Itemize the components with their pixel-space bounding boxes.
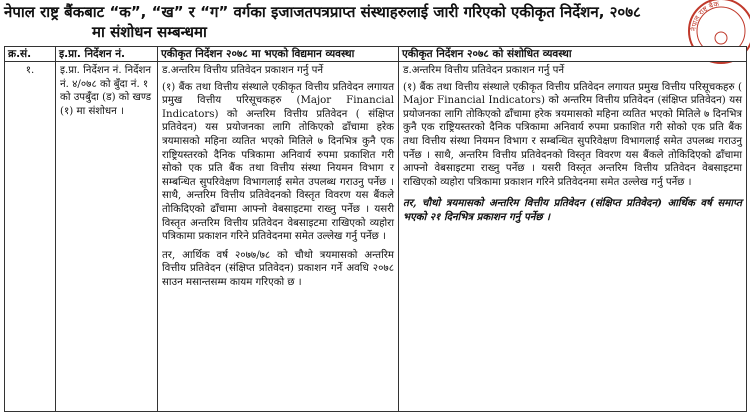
seal-text: नेपाल राष्ट्र बैंक (689, 0, 720, 32)
cell-sn: १. (5, 62, 56, 412)
col-header-revised: एकीकृत निर्देशन २०७८ को संशोधित व्यवस्था (399, 47, 747, 62)
col-header-existing: एकीकृत निर्देशन २०७८ मा भएको विद्यमान व्यवस्था (158, 47, 399, 62)
document-title-line2: मा संशोधन सम्बन्धमा (92, 23, 207, 41)
existing-paragraph-1: (१) बैंक तथा वित्तीय संस्थाले एकीकृत वित्तीय प्रतिवेदन लगायत प्रमुख वित्तीय परिसूचकहरु (Major Financial Indicators) को अन्तरिम वित्तीय प्रतिवेदन ( संक्षिप्त प्रतिवेदन) यस प्रयोजनका लागि तोकिएको ढाँचामा हरेक त्रयमासको महिना व्यतित भएको मितिले ७ दिनभित्र कुनै एक राष्ट्रियस्तरको दैनिक पत्रिकामा अनिवार्य रुपमा प्रकाशित गरी सोको एक प्रति बैंक तथा वित्तीय संस्था नियमन विभाग र सम्बन्धित सुपरिवेक्षण विभागलाई समेत उपलब्ध गराउनु पर्नेछ । साथै, अन्तरिम वित्तीय प्रतिवेदनको विस्तृत विवरण यस बैंकले तोकिदिएको ढाँचामा आफ्नो वेबसाइटमा राख्नु पर्नेछ । यसरी विस्तृत अन्तरिम वित्तीय प्रतिवेदन वेबसाइटमा राखिएको व्यहोरा पत्रिकामा प्रकाशन गरिने प्रतिवेदनमा समेत उल्लेख गर्नु पर्नेछ । (162, 81, 394, 243)
revised-paragraph-2: तर, चौथो त्रयमासको अन्तरिम वित्तीय प्रतिवेदन (संक्षिप्त प्रतिवेदन) आर्थिक वर्ष समाप्त भएको २१ दिनभित्र प्रकाशन गर्नु पर्नेछ । (403, 197, 742, 223)
cell-revised (399, 62, 747, 412)
revised-heading: ड.अन्तरिम वित्तीय प्रतिवेदन प्रकाशन गर्नु पर्ने (403, 65, 565, 76)
existing-paragraph-2: तर, आर्थिक वर्ष २०७७/७८ को चौथो त्रयमासको अन्तरिम वित्तीय प्रतिवेदन (संक्षिप्त प्रतिवेदन) प्रकाशन गर्ने अवधि २०७८ साउन मसान्तसम्म कायम गरिएको छ । (162, 249, 394, 288)
existing-heading: ड.अन्तरिम वित्तीय प्रतिवेदन प्रकाशन गर्नु पर्ने (162, 65, 324, 76)
directive-table (4, 46, 747, 412)
table-header-row (5, 47, 747, 62)
cell-directive: इ.प्रा. निर्देशन नं. निर्देशन नं. ४/०७८ को बुँदा नं. १ को उपबुँदा (ड) को खण्ड (१) मा संशोधन । (56, 62, 158, 412)
col-header-sn: क्र.सं. (5, 47, 56, 62)
table-row (5, 62, 747, 412)
revised-paragraph-1: (१) बैंक तथा वित्तीय संस्थाले एकीकृत वित्तीय प्रतिवेदन लगायत प्रमुख वित्तीय परिसूचकहरु ( Major Financial Indicators) को अन्तरिम वित्तीय प्रतिवेदन (संक्षिप्त प्रतिवेदन) यस प्रयोजनका लागि तोकिएको ढाँचामा हरेक त्रयमासको महिना व्यतित भएको मितिले ७ दिनभित्र कुनै एक राष्ट्रियस्तरको दैनिक पत्रिकामा अनिवार्य रुपमा प्रकाशित गरी सोको एक प्रति बैंक तथा वित्तीय संस्था नियमन विभाग र सम्बन्धित सुपरिवेक्षण विभागलाई समेत उपलब्ध गराउनु पर्नेछ । साथै, अन्तरिम वित्तीय प्रतिवेदनको विस्तृत विवरण यस बैंकले तोकिदिएको ढाँचामा आफ्नो वेबसाइटमा राख्नु पर्नेछ । यसरी विस्तृत अन्तरिम वित्तीय प्रतिवेदन वेबसाइटमा राखिएको व्यहोरा पत्रिकामा प्रकाशन गरिने प्रतिवेदनमा समेत उल्लेख गर्नु पर्नेछ । (403, 81, 742, 188)
document-header (4, 2, 679, 46)
document-title-line1: नेपाल राष्ट्र बैंकबाट “क”, “ख” र “ग” वर्गका इजाजतपत्रप्राप्त संस्थाहरुलाई जारी गरिएको एकीकृत निर्देशन, २०७८ (4, 3, 641, 21)
col-header-directive: इ.प्रा. निर्देशन नं. (56, 47, 158, 62)
cell-existing (158, 62, 399, 412)
